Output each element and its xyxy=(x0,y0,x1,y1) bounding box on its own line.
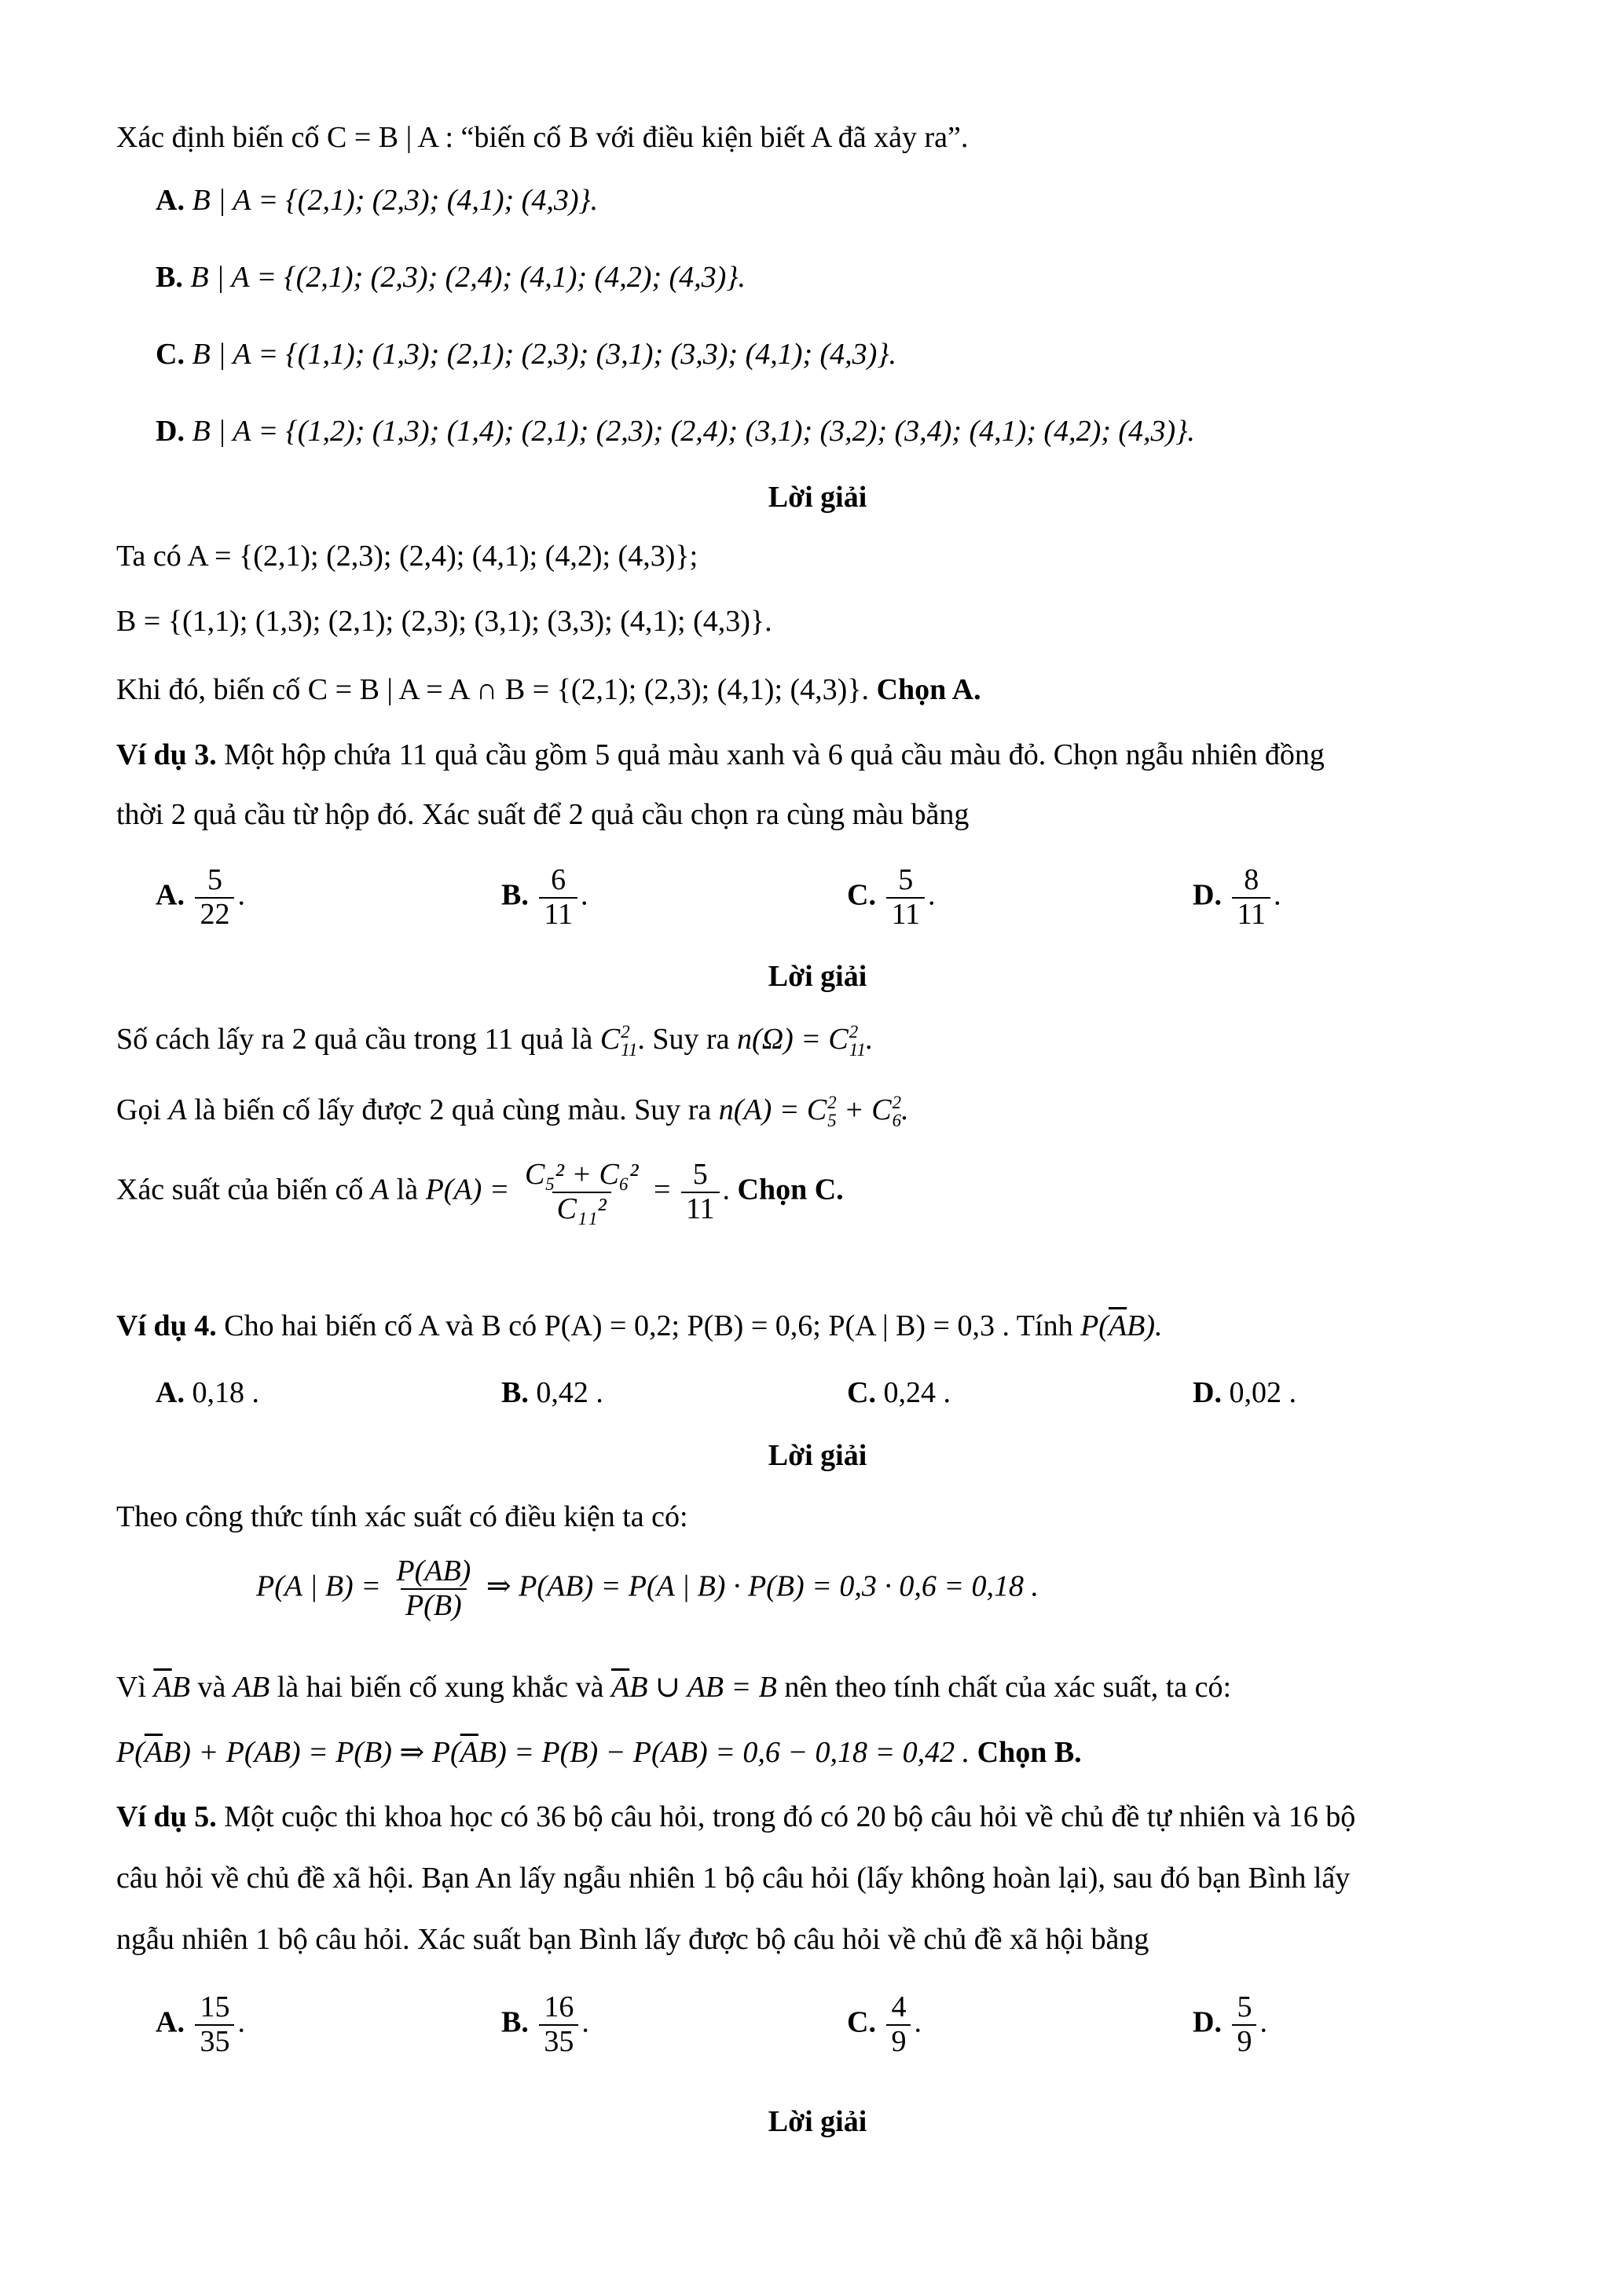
math-expression: AB xyxy=(233,1671,270,1704)
numerator: 15 xyxy=(200,1990,230,2023)
denominator: 11 xyxy=(886,897,925,932)
question-label: Ví dụ 3. xyxy=(116,738,217,771)
q4-solution-line-1: Theo công thức tính xác suất có điều kiện ta có: xyxy=(116,1500,688,1533)
option-label: C. xyxy=(847,878,876,912)
solution-text: Số cách lấy ra 2 quả cầu trong 11 quả là xyxy=(116,1023,593,1056)
denominator: P(B) xyxy=(401,1588,467,1623)
solution-text: là xyxy=(396,1173,419,1207)
numerator: 16 xyxy=(544,1990,574,2023)
q5-question-line-1 xyxy=(116,1799,1355,1836)
denominator: 11 xyxy=(539,897,577,932)
q3-option-d: D. $\frac{8}{11}$ . xyxy=(1193,863,1281,931)
option-label: C. xyxy=(847,2005,876,2039)
formula-part: ⇒ P(AB) = P(A | B) · P(B) = 0,3 · 0,6 = 0,18 . xyxy=(486,1569,1039,1603)
math-expression: P(A) = xyxy=(425,1173,510,1207)
question-label: Ví dụ 4. xyxy=(116,1309,217,1342)
fraction xyxy=(886,1991,911,2059)
q3-option-a: A. $\frac{5}{22}$ . xyxy=(156,863,245,931)
option-label: B. xyxy=(501,2005,529,2039)
q2-solution-line-3 xyxy=(116,672,981,709)
question-text: Cho hai biến cố A và B có P(A) = 0,2; P(B) = 0,6; P(A | B) = 0,3 . Tính xyxy=(224,1309,1073,1342)
q4-solution-line-3: Vì $\overline{A}B$ và AB là hai biến cố xung khắc và $\overline{A}B$ ∪ AB = B nên theo tính chất của xác suất, ta có: xyxy=(116,1671,1232,1704)
option-value: 0,18 . xyxy=(192,1376,259,1409)
q4-formula xyxy=(256,1555,1039,1623)
denominator: 11 xyxy=(1232,897,1270,932)
solution-text: nên theo tính chất của xác suất, ta có: xyxy=(784,1671,1232,1704)
option-value: 0,24 . xyxy=(883,1376,951,1409)
math-expression: C 2 11 xyxy=(599,1022,638,1060)
q3-option-b: B. $\frac{6}{11}$ . xyxy=(501,863,588,931)
option-label: B. xyxy=(501,878,529,912)
option-label: A. xyxy=(156,878,185,912)
q3-solution-line-2 xyxy=(116,1092,909,1130)
solution-text: Xác suất của biến cố xyxy=(116,1173,364,1207)
math-expression: $P(\overline{A}B)$. xyxy=(1080,1309,1163,1342)
numerator: 4 xyxy=(891,1990,907,2023)
question-text: Một hộp chứa 11 quả cầu gồm 5 quả màu xanh và 6 quả cầu màu đỏ. Chọn ngẫu nhiên đồng xyxy=(224,738,1325,771)
option-text: B | A = {(2,1); (2,3); (2,4); (4,1); (4,2); (4,3)}. xyxy=(190,261,746,294)
option-text: B | A = {(2,1); (2,3); (4,1); (4,3)}. xyxy=(192,184,599,217)
q4-option-b xyxy=(501,1375,603,1412)
denominator: 35 xyxy=(195,2024,234,2059)
fraction xyxy=(391,1555,475,1623)
option-label: C. xyxy=(156,338,185,371)
q3-solution-line-1 xyxy=(116,1021,873,1060)
option-value: 0,42 . xyxy=(536,1376,603,1409)
q2-solution-heading: Lời giải xyxy=(768,481,867,514)
math-expression: n(Ω) = C 2 11 . xyxy=(737,1022,874,1060)
option-label: D. xyxy=(156,415,185,448)
option-text: B | A = {(1,1); (1,3); (2,1); (2,3); (3,1); (3,3); (4,1); (4,3)}. xyxy=(192,338,897,371)
q2-option-c xyxy=(156,336,896,374)
denominator: 11 xyxy=(681,1192,720,1226)
fraction xyxy=(1232,1991,1256,2059)
q4-question-line xyxy=(116,1308,1163,1346)
option-label: C. xyxy=(847,1376,876,1409)
fraction xyxy=(539,864,577,932)
q4-solution-line-4: $P(\overline{A}B) + P(AB) = P(B)$ ⇒ $P(\overline{A}B) = P(B) - P(AB) = 0,6 - 0,18 = 0,42$ . Chọn B. xyxy=(116,1736,1082,1769)
q4-solution-heading: Lời giải xyxy=(768,1439,867,1472)
math-variable: A xyxy=(370,1173,390,1207)
solution-text: Khi đó, biến cố C = B | A = A ∩ B = {(2,1); (2,3); (4,1); (4,3)}. xyxy=(116,673,870,706)
q4-option-c xyxy=(847,1375,951,1412)
q2-solution-line-1: Ta có A = {(2,1); (2,3); (2,4); (4,1); (4,2); (4,3)}; xyxy=(116,540,698,573)
math-variable: A xyxy=(168,1093,187,1126)
denominator: 9 xyxy=(1232,2024,1256,2059)
fraction xyxy=(886,864,925,932)
math-expression: n(A) = C 2 5 + C 2 6 . xyxy=(718,1093,909,1131)
denominator: 9 xyxy=(886,2024,911,2059)
numerator: 5 xyxy=(898,863,914,896)
q5-option-b: B. $\frac{16}{35}$ . xyxy=(501,1990,589,2058)
numerator: 5 xyxy=(1237,1990,1252,2023)
denominator: 22 xyxy=(195,897,234,932)
fraction xyxy=(681,1159,720,1226)
option-value: 0,02 . xyxy=(1229,1376,1296,1409)
q2-option-b xyxy=(156,259,746,297)
solution-text: là biến cố lấy được 2 quả cùng màu. Suy ra xyxy=(194,1093,712,1126)
q2-option-d xyxy=(156,413,1195,451)
option-label: D. xyxy=(1193,878,1222,912)
denominator: 35 xyxy=(539,2024,578,2059)
option-label: D. xyxy=(1193,2005,1222,2039)
fraction xyxy=(1232,864,1270,932)
choose-answer: Chọn C. xyxy=(737,1173,844,1207)
fraction xyxy=(195,864,234,932)
q3-question-line-2: thời 2 quả cầu từ hộp đó. Xác suất để 2 quả cầu chọn ra cùng màu bằng xyxy=(116,798,970,831)
q5-question-line-2: câu hỏi về chủ đề xã hội. Bạn An lấy ngẫu nhiên 1 bộ câu hỏi (lấy không hoàn lại), sau đó bạn Bình lấy xyxy=(116,1862,1351,1895)
q3-solution-line-3: Xác suất của biến cố A là P(A) = $\frac{\text{C₅² + C₆²}}{\text{C₁₁²}}$ = $\frac{5}{11}$ . Chọn C. xyxy=(116,1158,844,1225)
numerator: 5 xyxy=(692,1158,708,1191)
choose-answer: Chọn B. xyxy=(977,1736,1082,1769)
option-label: B. xyxy=(501,1376,529,1409)
question-text: Một cuộc thi khoa học có 36 bộ câu hỏi, trong đó có 20 bộ câu hỏi về chủ đề tự nhiên và 16 bộ xyxy=(224,1800,1356,1833)
q5-option-c: C. $\frac{4}{9}$ . xyxy=(847,1990,922,2058)
numerator: 6 xyxy=(551,863,566,896)
fraction xyxy=(195,1991,234,2059)
denominator: C₁₁² xyxy=(552,1192,611,1226)
solution-text: = P(B) − P(AB) = 0,6 − 0,18 = 0,42 . xyxy=(514,1736,970,1769)
option-label: D. xyxy=(1193,1376,1222,1409)
option-label: A. xyxy=(156,2005,185,2039)
option-label: B. xyxy=(156,261,183,294)
solution-text: Gọi xyxy=(116,1093,161,1126)
solution-text: là hai biến cố xung khắc và xyxy=(277,1671,604,1704)
fraction xyxy=(520,1159,643,1226)
q3-question-line-1 xyxy=(116,737,1325,774)
q5-option-d: D. $\frac{5}{9}$ . xyxy=(1193,1990,1267,2058)
q5-question-line-3: ngẫu nhiên 1 bộ câu hỏi. Xác suất bạn Bình lấy được bộ câu hỏi về chủ đề xã hội bằng xyxy=(116,1923,1149,1956)
option-text: B | A = {(1,2); (1,3); (1,4); (2,1); (2,3); (2,4); (3,1); (3,2); (3,4); (4,1); (4,2); (4,3)}. xyxy=(192,415,1195,448)
q5-option-a: A. $\frac{15}{35}$ . xyxy=(156,1990,245,2058)
numerator: P(AB) xyxy=(396,1554,471,1587)
question-label: Ví dụ 5. xyxy=(116,1800,217,1833)
numerator: C₅² + C₆² xyxy=(524,1158,639,1191)
q4-option-d xyxy=(1193,1375,1296,1412)
math-expression: $\overline{A}B$ xyxy=(153,1671,190,1704)
q4-option-a xyxy=(156,1375,259,1412)
formula-part: P(A | B) = xyxy=(256,1569,381,1603)
q5-solution-heading: Lời giải xyxy=(768,2105,867,2138)
fraction xyxy=(539,1991,578,2059)
numerator: 8 xyxy=(1244,863,1259,896)
intro-line: Xác định biến cố C = B | A : “biến cố B với điều kiện biết A đã xảy ra”. xyxy=(116,121,969,154)
math-expression: $\overline{A}B$ ∪ AB = B xyxy=(611,1671,777,1704)
option-label: A. xyxy=(156,184,185,217)
q3-solution-heading: Lời giải xyxy=(768,960,867,993)
solution-text: . Suy ra xyxy=(637,1023,730,1056)
q2-solution-line-2: B = {(1,1); (1,3); (2,1); (2,3); (3,1); (3,3); (4,1); (4,3)}. xyxy=(116,605,772,638)
numerator: 5 xyxy=(207,863,222,896)
option-label: A. xyxy=(156,1376,185,1409)
choose-answer: Chọn A. xyxy=(876,673,981,706)
q3-option-c: C. $\frac{5}{11}$ . xyxy=(847,863,936,931)
q2-option-a xyxy=(156,182,598,220)
